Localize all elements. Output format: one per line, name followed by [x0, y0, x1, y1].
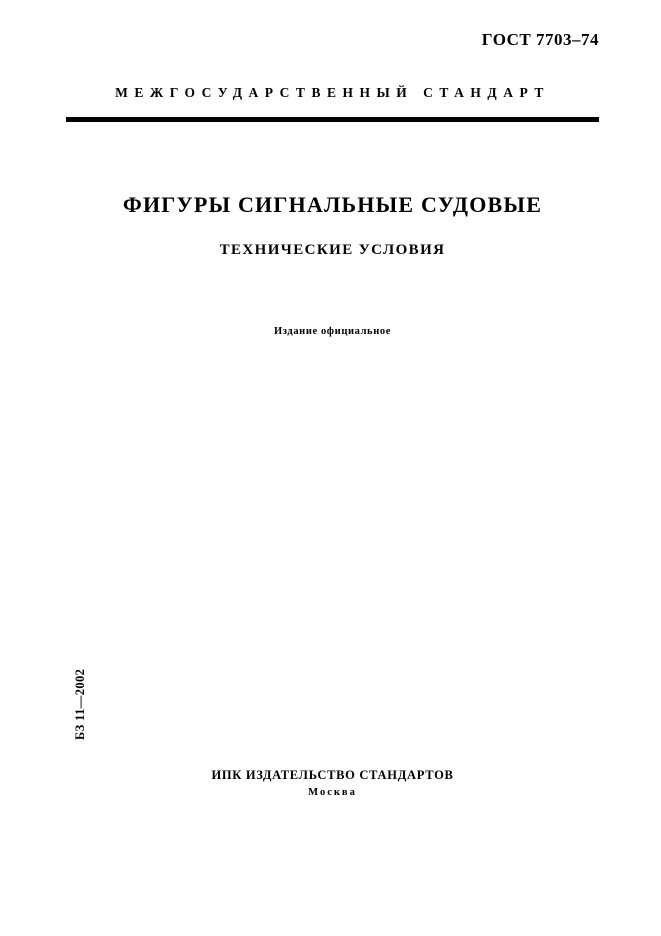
page-subtitle: ТЕХНИЧЕСКИЕ УСЛОВИЯ — [219, 242, 446, 258]
gost-standard-code: ГОСТ 7703‒74 — [481, 30, 599, 49]
side-code-text: БЗ 11—2002 — [73, 668, 87, 740]
side-code-block — [57, 632, 87, 742]
publisher-name: ИПК ИЗДАТЕЛЬСТВО СТАНДАРТОВ — [211, 768, 454, 782]
official-edition-note: Издание официальное — [274, 326, 391, 337]
header-divider-rule — [66, 117, 599, 122]
page-title: ФИГУРЫ СИГНАЛЬНЫЕ СУДОВЫЕ — [122, 192, 543, 217]
interstate-standard-label: МЕЖГОСУДАРСТВЕННЫЙ СТАНДАРТ — [115, 85, 550, 100]
publisher-city: Москва — [308, 787, 357, 798]
